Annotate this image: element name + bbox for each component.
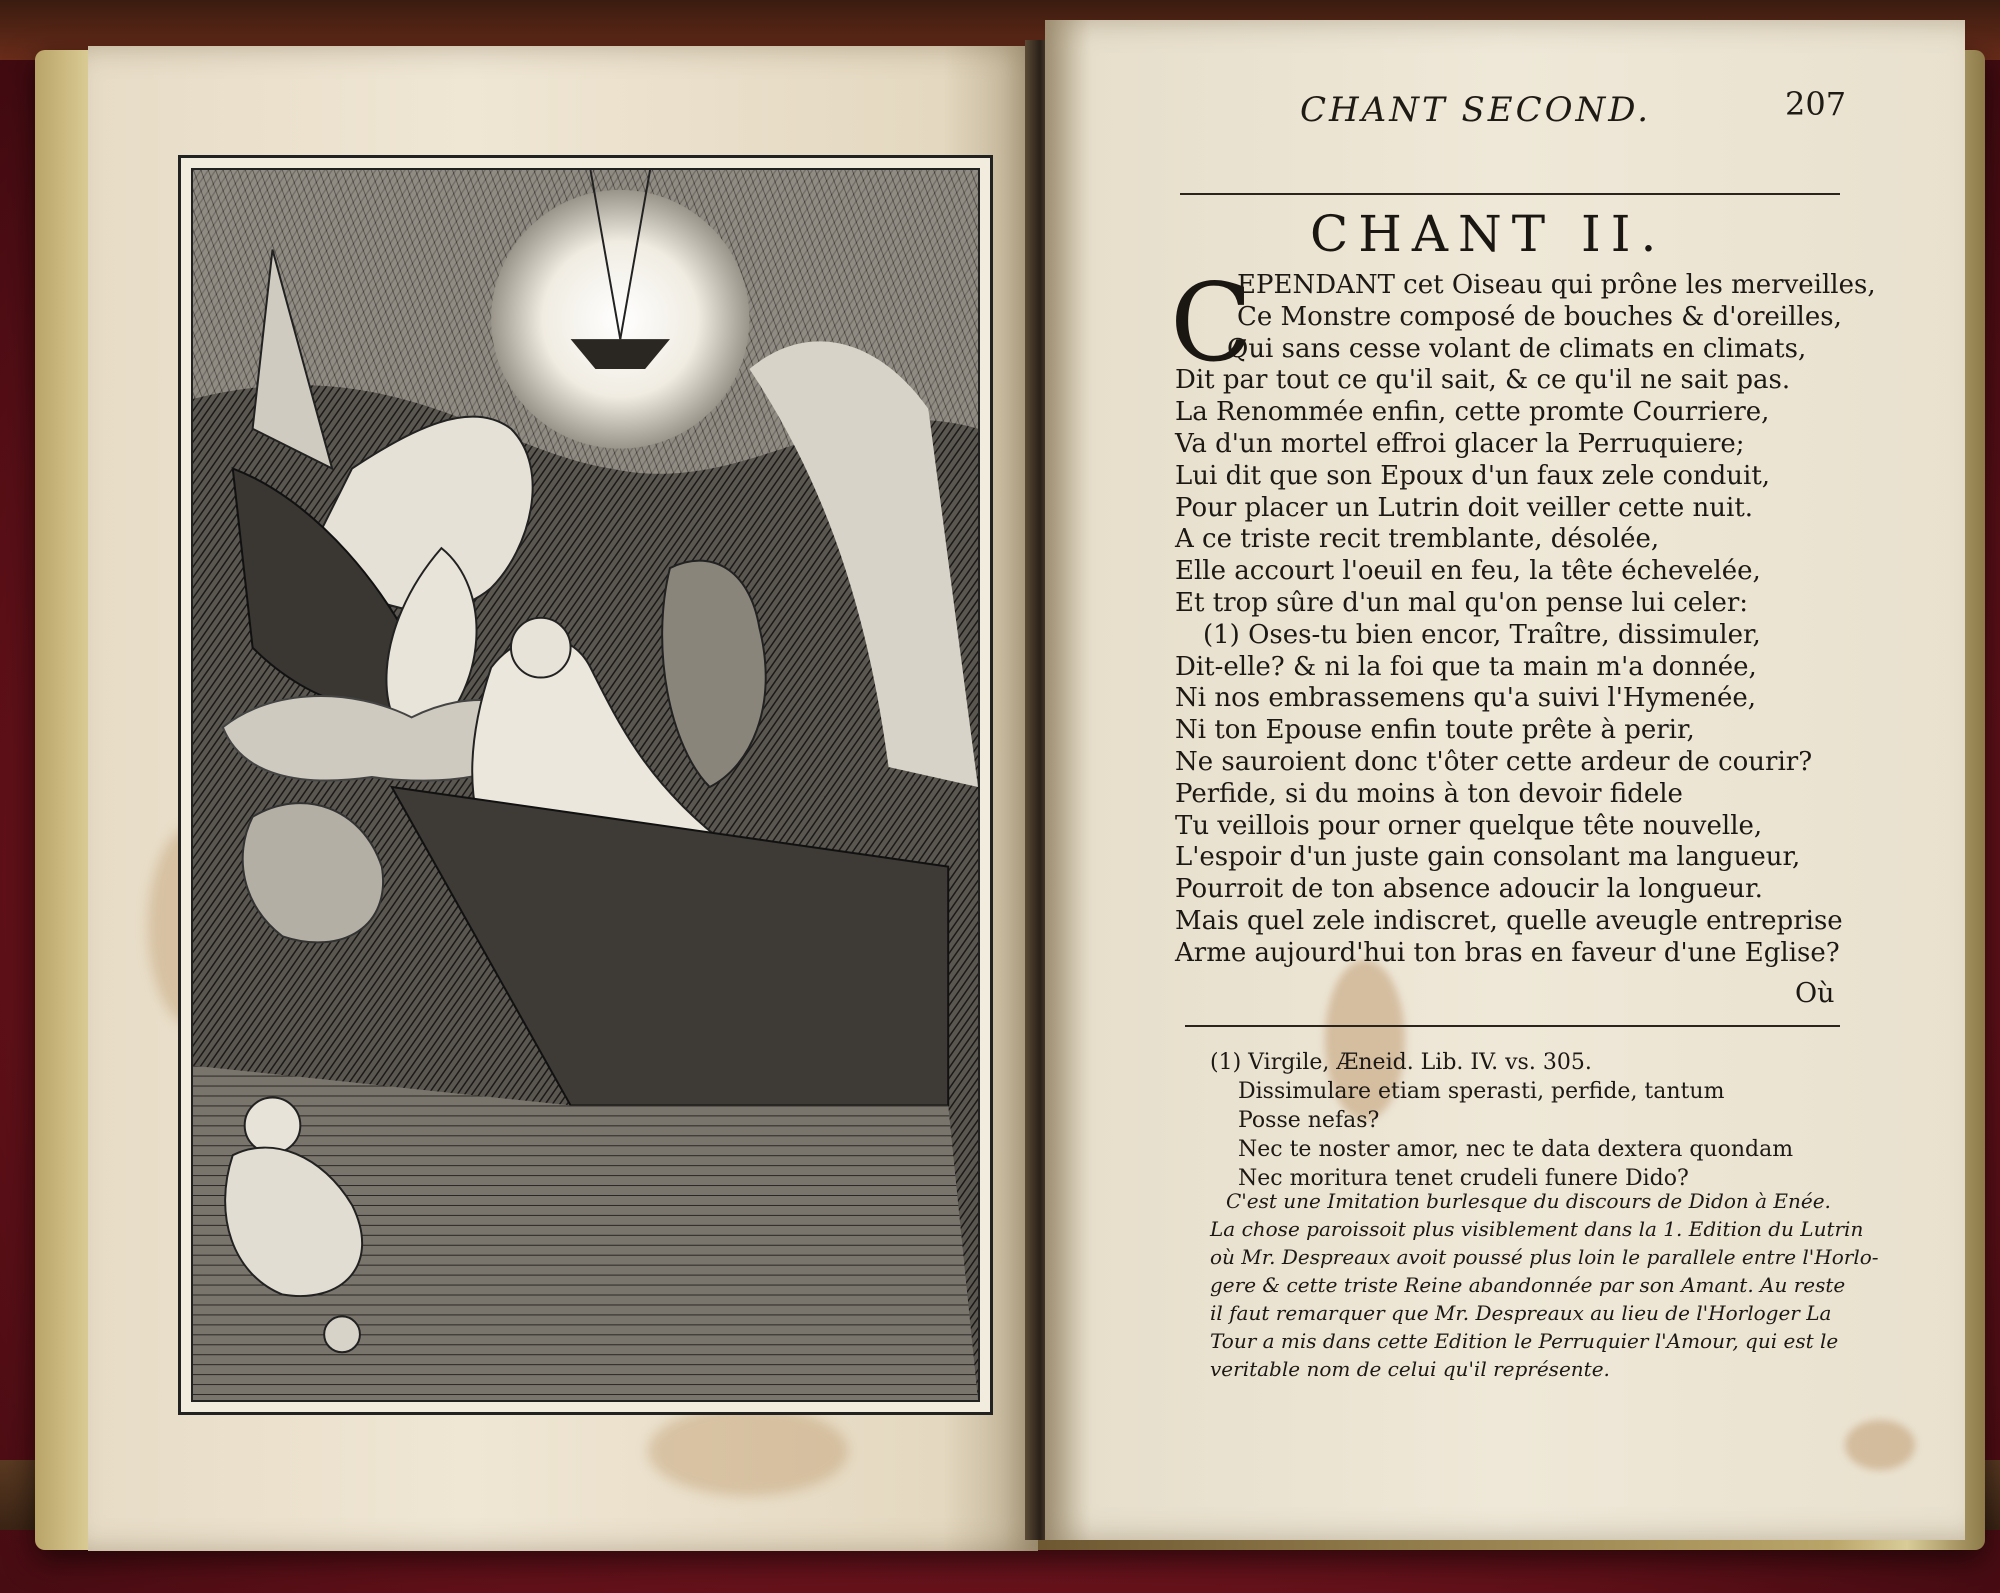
footnote-block — [1210, 1048, 1793, 1193]
verse-line: Arme aujourd'hui ton bras en faveur d'une Eglise? — [1175, 937, 1840, 968]
footnote-line: Nec moritura tenet crudeli funere Dido? — [1238, 1166, 1689, 1191]
water-stain — [1845, 1420, 1915, 1470]
verse-line: L'espoir d'un juste gain consolant ma langueur, — [1175, 842, 1801, 873]
verse-line: Ce Monstre composé de bouches & d'oreilles, — [1237, 301, 1842, 332]
verse-line: Dit-elle? & ni la foi que ta main m'a donnée, — [1175, 651, 1757, 682]
foxing-stain — [648, 1406, 848, 1496]
commentary-block — [1210, 1187, 1879, 1383]
footnote-line: (1) Virgile, Æneid. Lib. IV. vs. 305. — [1210, 1050, 1592, 1075]
verse-line: EPENDANT cet Oiseau qui prône les merveilles, — [1237, 270, 1876, 300]
verse-block — [1175, 270, 1876, 970]
verse-line: Qui sans cesse volant de climats en climats, — [1227, 333, 1807, 364]
commentary-line: La chose paroissoit plus visiblement dans la 1. Edition du Lutrin — [1210, 1217, 1864, 1241]
commentary-line: Tour a mis dans cette Edition le Perruquier l'Amour, qui est le — [1210, 1329, 1839, 1353]
verse-line: A ce triste recit tremblante, désolée, — [1175, 524, 1660, 555]
chant-title: CHANT II. — [1310, 205, 1667, 263]
running-head: CHANT SECOND. — [1300, 90, 1652, 130]
page-number: 207 — [1785, 85, 1847, 123]
commentary-line: C'est une Imitation burlesque du discours de Didon à Enée. — [1226, 1189, 1831, 1213]
verse-line: Ni ton Epouse enfin toute prête à perir, — [1175, 715, 1695, 746]
verse-line: Perfide, si du moins à ton devoir fidele — [1175, 778, 1683, 809]
commentary-line: veritable nom de celui qu'il représente. — [1210, 1357, 1610, 1381]
verse-line: Ni nos embrassemens qu'a suivi l'Hymenée, — [1175, 683, 1757, 714]
engraving-illustration — [193, 170, 978, 1400]
footnote-rule — [1185, 1025, 1840, 1027]
lamp-glow — [491, 190, 749, 449]
verse-line: Pour placer un Lutrin doit veiller cette nuit. — [1175, 492, 1754, 523]
footnote-line: Dissimulare etiam sperasti, perfide, tantum — [1238, 1079, 1725, 1104]
footnote-line: Nec te noster amor, nec te data dextera quondam — [1238, 1137, 1794, 1162]
verse-line: Pourroit de ton absence adoucir la longueur. — [1175, 874, 1763, 905]
verse-line: La Renommée enfin, cette promte Courriere, — [1175, 397, 1770, 428]
catchword: Où — [1795, 978, 1835, 1009]
verse-line: Mais quel zele indiscret, quelle aveugle entreprise — [1175, 905, 1843, 936]
verse-line: Dit par tout ce qu'il sait, & ce qu'il ne sait pas. — [1175, 365, 1791, 396]
verse-line: (1) Oses-tu bien encor, Traître, dissimuler, — [1203, 619, 1761, 650]
verse-line: Tu veillois pour orner quelque tête nouvelle, — [1175, 810, 1763, 841]
verse-line: Lui dit que son Epoux d'un faux zele conduit, — [1175, 460, 1771, 491]
frontispiece-engraving — [178, 155, 993, 1415]
verse-line: Elle accourt l'oeuil en feu, la tête échevelée, — [1175, 556, 1761, 587]
commentary-line: où Mr. Despreaux avoit poussé plus loin le parallele entre l'Horlo- — [1210, 1245, 1879, 1269]
drop-cap: C — [1170, 261, 1253, 386]
header-rule — [1180, 193, 1840, 195]
verse-line: Et trop sûre d'un mal qu'on pense lui celer: — [1175, 587, 1749, 618]
verse-line: Va d'un mortel effroi glacer la Perruquiere; — [1175, 428, 1745, 459]
verse-line: Ne sauroient donc t'ôter cette ardeur de courir? — [1175, 746, 1813, 777]
footnote-line: Posse nefas? — [1238, 1108, 1380, 1133]
commentary-line: gere & cette triste Reine abandonnée par son Amant. Au reste — [1210, 1273, 1846, 1297]
commentary-line: il faut remarquer que Mr. Despreaux au lieu de l'Horloger La — [1210, 1301, 1832, 1325]
